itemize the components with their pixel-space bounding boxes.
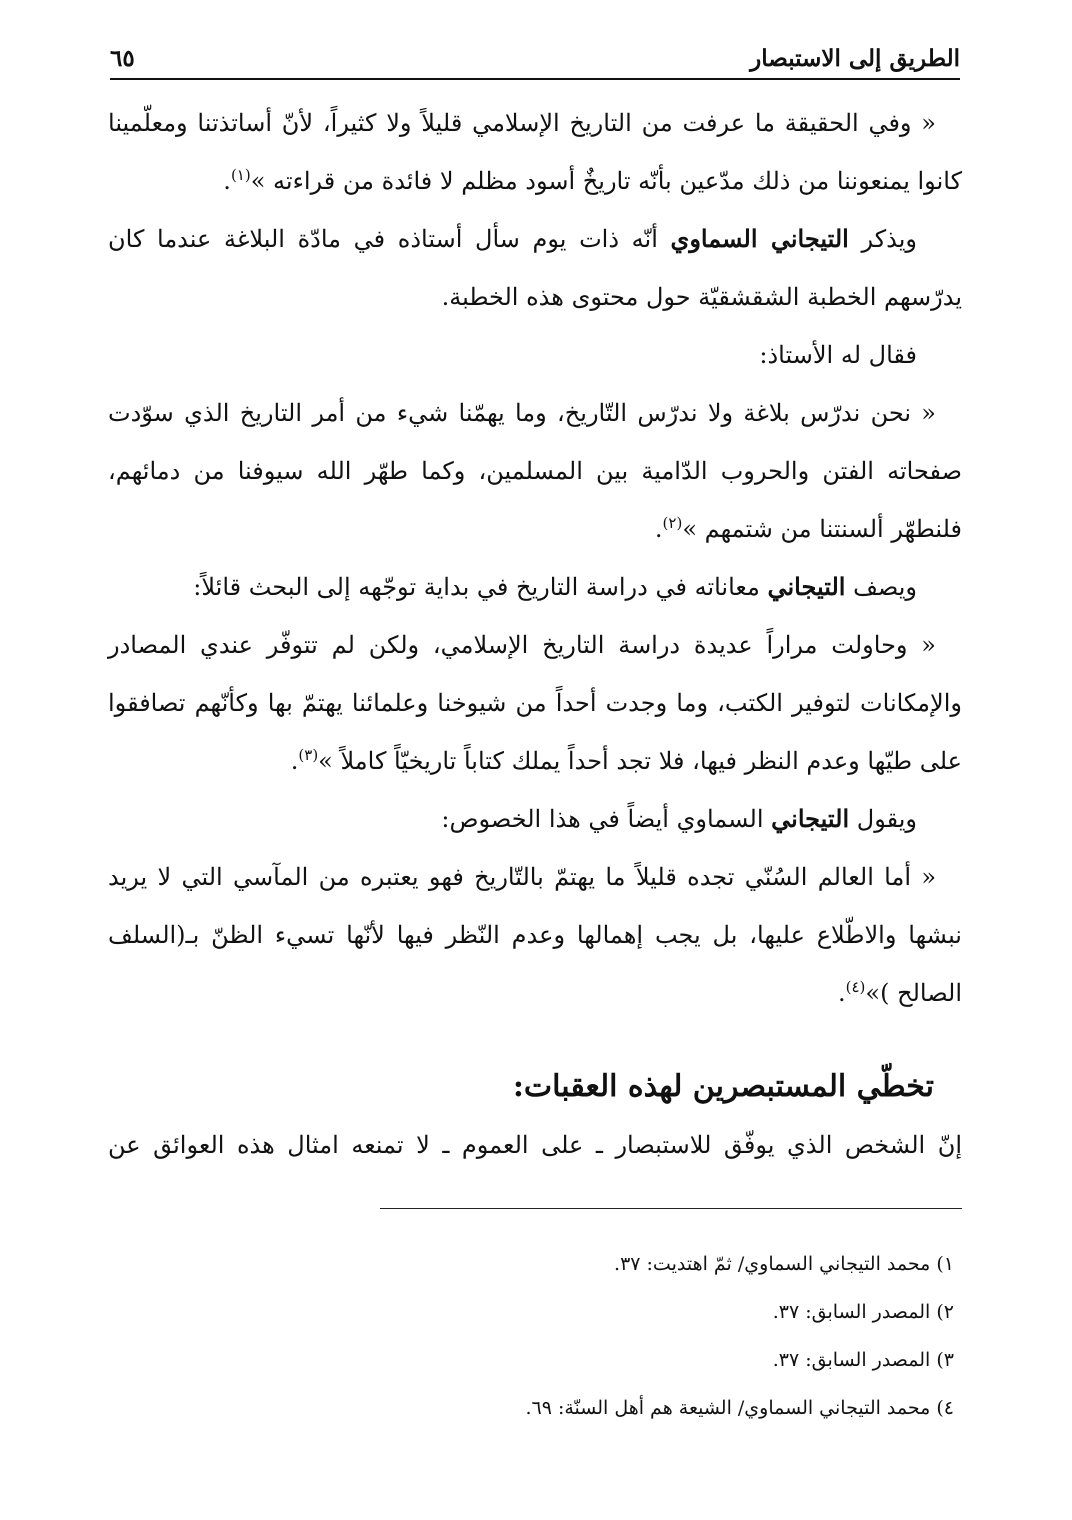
paragraph-pre: ويصف [845,573,917,601]
section-heading: تخطّي المستبصرين لهذه العقبات: [512,1069,934,1104]
author-name: التيجاني [767,572,846,601]
footnote: ٤) محمد التيجاني السماوي/ الشيعة هم أهل السنّة: ٦٩. [525,1397,954,1419]
footnote-ref: (٤) [845,978,866,996]
paragraph-text: معاناته في دراسة التاريخ في بداية توجّهه إلى البحث قائلاً: [193,573,768,601]
paragraph-tail: . [654,515,663,543]
quote-paragraph [108,94,962,210]
quote-paragraph [108,384,962,558]
footnote-ref: (٣) [298,746,319,764]
author-name: التيجاني السماوي [670,224,849,253]
paragraph-text: السماوي أيضاً في هذا الخصوص: [441,805,772,833]
paragraph-text: « وفي الحقيقة ما عرفت من التاريخ الإسلامي قليلاً ولا كثيراً، لأنّ أساتذتنا ومعلّمينا كانوا يمنعوننا من ذلك مدّعين بأنّه تاريخٌ أسود مظلم لا فائدة من قراءته » [108,109,962,195]
paragraph-text: فقال له الأستاذ: [759,341,917,369]
paragraph-tail: . [223,167,231,195]
paragraph-tail: . [837,979,846,1007]
quote-paragraph [108,848,962,1022]
page-number: ٦٥ [110,44,135,72]
footnote-ref: (١) [230,166,251,184]
paragraph-text: أنّه ذات يوم سأل أستاذه في مادّة البلاغة عندما كان يدرّسهم الخطبة الشقشقيّة حول محتوى هذه الخطبة. [108,225,962,311]
author-name: التيجاني [771,804,850,833]
paragraph [108,210,962,326]
footnotes [300,1240,954,1432]
paragraph-pre: ويذكر [848,225,918,253]
paragraph [108,558,962,616]
paragraph-pre: ويقول [849,805,917,833]
body-text [108,94,962,1022]
section-first-line: إنّ الشخص الذي يوفّق للاستبصار ـ على العموم ـ لا تمنعه امثال هذه العوائق عن [108,1131,962,1159]
quote-paragraph [108,616,962,790]
paragraph-text: « أما العالم السُنّي تجده قليلاً ما يهتمّ بالتّاريخ فهو يعتبره من المآسي التي لا يريد نبشها والاطّلاع عليها، بل يجب إهمالها وعدم النّظر فيها لأنّها تسيء الظنّ بـ(السلف الصالح )» [108,863,962,1007]
footnote: ٣) المصدر السابق: ٣٧. [772,1349,954,1371]
running-title: الطريق إلى الاستبصار [750,44,960,72]
footnote-divider [380,1208,962,1209]
paragraph-tail: . [290,747,299,775]
paragraph [108,790,962,848]
paragraph-text: « نحن ندرّس بلاغة ولا ندرّس التّاريخ، وما يهمّنا شيء من أمر التاريخ الذي سوّدت صفحاته الفتن والحروب الدّامية بين المسلمين، وكما طهّر الله سيوفنا من دمائهم، فلنطهّر ألسنتنا من شتمهم » [108,399,962,543]
footnote: ٢) المصدر السابق: ٣٧. [772,1301,954,1323]
paragraph [108,326,962,384]
footnote: ١) محمد التيجاني السماوي/ ثمّ اهتديت: ٣٧. [614,1253,954,1275]
footnote-ref: (٢) [662,514,683,532]
page-header [110,38,960,80]
paragraph-text: « وحاولت مراراً عديدة دراسة التاريخ الإسلامي، ولكن لم تتوفّر عندي المصادر والإمكانات لتوفير الكتب، وما وجدت أحداً من شيوخنا وعلمائنا يهتمّ بها وكأنّهم تصافقوا على طيّها وعدم النظر فيها، فلا تجد أحداً يملك كتاباً تاريخيّاً كاملاً » [108,631,962,775]
